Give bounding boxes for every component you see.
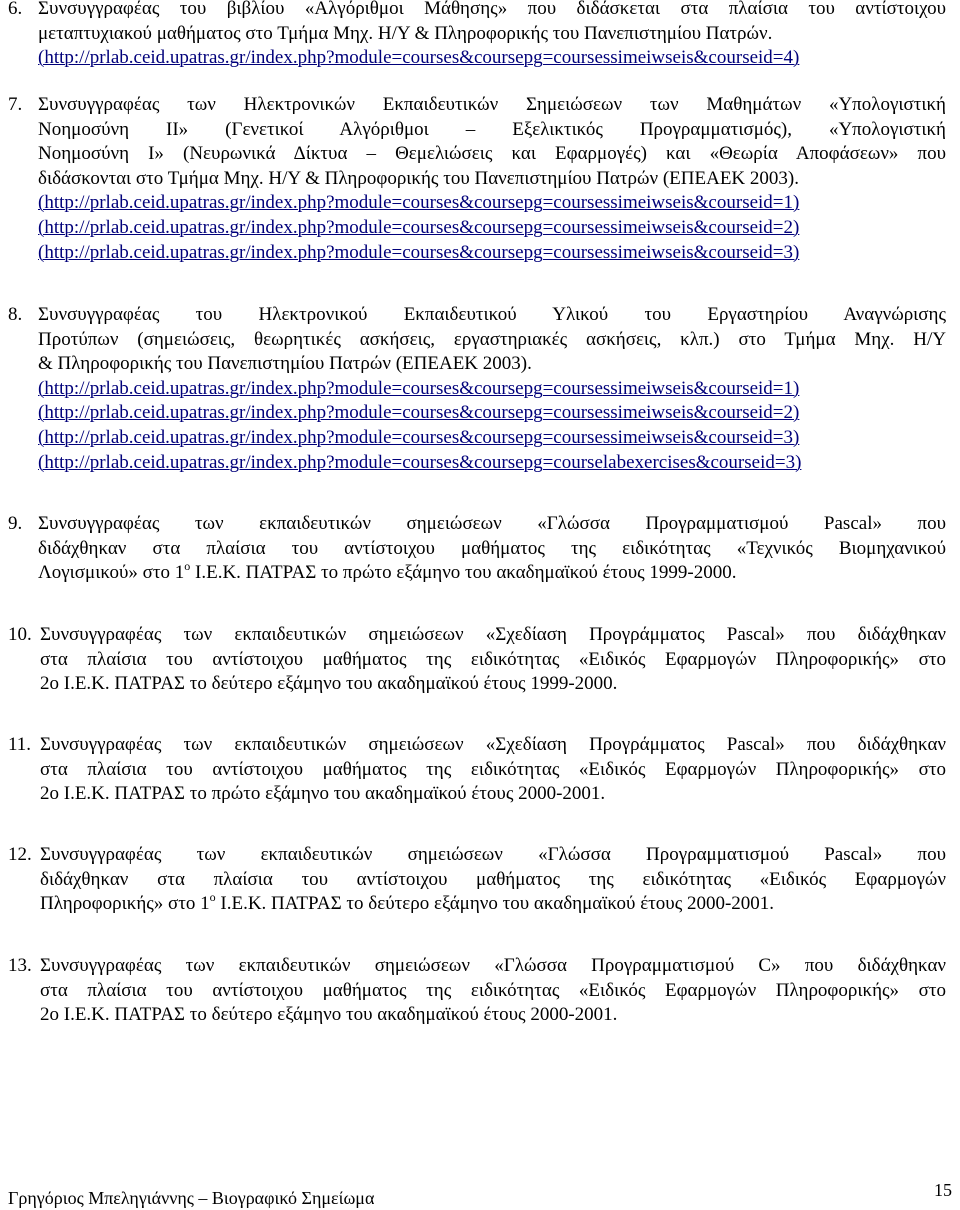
item-text-line: διδάχθηκαν στα πλαίσια του αντίστοιχου μαθήματος της ειδικότητας «Ειδικός Εφαρμογών	[40, 868, 946, 890]
list-item-9	[8, 512, 946, 586]
item-text-line: Νοημοσύνη Ι» (Νευρωνικά Δίκτυα – Θεμελιώσεις και Εφαρμογές) και «Θεωρία Αποφάσεων» που	[38, 143, 946, 165]
item-text-line: 2ο Ι.Ε.Κ. ΠΑΤΡΑΣ το δεύτερο εξάμηνο του ακαδημαϊκού έτους 2000-2001.	[40, 1004, 618, 1026]
item-text-line: Συνσυγγραφέας των εκπαιδευτικών σημειώσεων «Σχεδίαση Προγράμματος Pascal» που διδάχθηκαν	[40, 734, 946, 755]
footer-author-title: Γρηγόριος Μπεληγιάννης – Βιογραφικό Σημείωμα	[8, 1188, 375, 1208]
item-text-line: Συνσυγγραφέας των Ηλεκτρονικών Εκπαιδευτικών Σημειώσεων των Μαθημάτων «Υπολογιστική	[38, 94, 946, 115]
item-number: 6.	[8, 0, 23, 19]
item-text-line: διδάχθηκαν στα πλαίσια του αντίστοιχου μαθήματος της ειδικότητας «Τεχνικός Βιομηχανικού	[38, 537, 946, 559]
list-item-11	[8, 733, 946, 807]
item-number: 10.	[8, 624, 32, 645]
item-text-line: στα πλαίσια του αντίστοιχου μαθήματος της ειδικότητας «Ειδικός Εφαρμογών Πληροφορικής» στο	[40, 758, 946, 780]
item-number: 9.	[8, 513, 23, 534]
item-text-line: Συνσυγγραφέας του βιβλίου «Αλγόριθμοι Μάθησης» που διδάσκεται στα πλαίσια του αντίστοιχου	[38, 0, 946, 19]
item-text-line: Συνσυγγραφέας των εκπαιδευτικών σημειώσεων «Γλώσσα Προγραμματισμού C» που διδάχθηκαν	[40, 955, 946, 976]
item-number: 8.	[8, 304, 23, 325]
course-link[interactable]: (http://prlab.ceid.upatras.gr/index.php?module=courses&coursepg=coursessimeiwseis&courseid=2)	[38, 402, 800, 424]
list-item-13	[8, 954, 946, 1028]
course-link[interactable]: (http://prlab.ceid.upatras.gr/index.php?module=courses&coursepg=coursessimeiwseis&courseid=3)	[38, 241, 800, 263]
item-number: 11.	[8, 734, 32, 755]
item-number: 12.	[8, 844, 32, 865]
item-text-line: Συνσυγγραφέας του Ηλεκτρονικού Εκπαιδευτικού Υλικού του Εργαστηρίου Αναγνώρισης	[38, 304, 946, 325]
item-number: 13.	[8, 955, 32, 976]
item-text-line: Συνσυγγραφέας των εκπαιδευτικών σημειώσεων «Γλώσσα Προγραμματισμού Pascal» που	[38, 513, 946, 534]
item-text-line: στα πλαίσια του αντίστοιχου μαθήματος της ειδικότητας «Ειδικός Εφαρμογών Πληροφορικής» στο	[40, 648, 946, 670]
list-item-8	[8, 303, 946, 475]
course-link[interactable]: (http://prlab.ceid.upatras.gr/index.php?module=courses&coursepg=courselabexercises&courseid=3)	[38, 451, 802, 473]
course-link[interactable]: (http://prlab.ceid.upatras.gr/index.php?module=courses&coursepg=coursessimeiwseis&courseid=4)	[38, 47, 800, 69]
item-text-line: μεταπτυχιακού μαθήματος στο Τμήμα Μηχ. Η/Υ & Πληροφορικής του Πανεπιστημίου Πατρών.	[38, 22, 773, 44]
list-item-12	[8, 843, 946, 917]
item-text-line: Νοημοσύνη ΙΙ» (Γενετικοί Αλγόριθμοι – Εξελικτικός Προγραμματισμός), «Υπολογιστική	[38, 118, 946, 140]
course-link[interactable]: (http://prlab.ceid.upatras.gr/index.php?module=courses&coursepg=coursessimeiwseis&courseid=1)	[38, 377, 800, 399]
item-number: 7.	[8, 94, 23, 115]
item-text-line: 2ο Ι.Ε.Κ. ΠΑΤΡΑΣ το δεύτερο εξάμηνο του ακαδημαϊκού έτους 1999-2000.	[40, 673, 618, 695]
item-text-line: Συνσυγγραφέας των εκπαιδευτικών σημειώσεων «Σχεδίαση Προγράμματος Pascal» που διδάχθηκαν	[40, 624, 946, 645]
list-item-10	[8, 623, 946, 697]
item-text-line: Προτύπων (σημειώσεις, θεωρητικές ασκήσεις, εργαστηριακές ασκήσεις, κλπ.) στο Τμήμα Μηχ. Η/Υ	[38, 328, 946, 350]
course-link[interactable]: (http://prlab.ceid.upatras.gr/index.php?module=courses&coursepg=coursessimeiwseis&courseid=2)	[38, 216, 800, 238]
list-item-7	[8, 93, 946, 265]
item-text-line: 2ο Ι.Ε.Κ. ΠΑΤΡΑΣ το πρώτο εξάμηνο του ακαδημαϊκού έτους 2000-2001.	[40, 783, 606, 805]
list-item-6	[8, 0, 946, 71]
item-text-line: στα πλαίσια του αντίστοιχου μαθήματος της ειδικότητας «Ειδικός Εφαρμογών Πληροφορικής» στο	[40, 979, 946, 1001]
item-text-line: διδάσκονται στο Τμήμα Μηχ. Η/Υ & Πληροφορικής του Πανεπιστημίου Πατρών (ΕΠΕΑΕΚ 2003).	[38, 167, 799, 189]
course-link[interactable]: (http://prlab.ceid.upatras.gr/index.php?module=courses&coursepg=coursessimeiwseis&courseid=3)	[38, 426, 800, 448]
item-text-line: Λογισμικού» στο $1^o$ Ι.Ε.Κ. ΠΑΤΡΑΣ το πρώτο εξάμηνο του ακαδημαϊκού έτους 1999-2000.	[38, 558, 737, 584]
course-link[interactable]: (http://prlab.ceid.upatras.gr/index.php?module=courses&coursepg=coursessimeiwseis&courseid=1)	[38, 192, 800, 214]
footer-page-number: 15	[934, 1180, 952, 1200]
ordinal-superscript: ο	[184, 558, 191, 573]
item-text-line: & Πληροφορικής του Πανεπιστημίου Πατρών (ΕΠΕΑΕΚ 2003).	[38, 353, 532, 375]
item-text-line: Συνσυγγραφέας των εκπαιδευτικών σημειώσεων «Γλώσσα Προγραμματισμού Pascal» που	[40, 844, 946, 865]
ordinal-superscript: ο	[209, 889, 216, 904]
item-text-line: Πληροφορικής» στο $1^o$ Ι.Ε.Κ. ΠΑΤΡΑΣ το δεύτερο εξάμηνο του ακαδημαϊκού έτους 2000-2001.	[40, 889, 775, 915]
